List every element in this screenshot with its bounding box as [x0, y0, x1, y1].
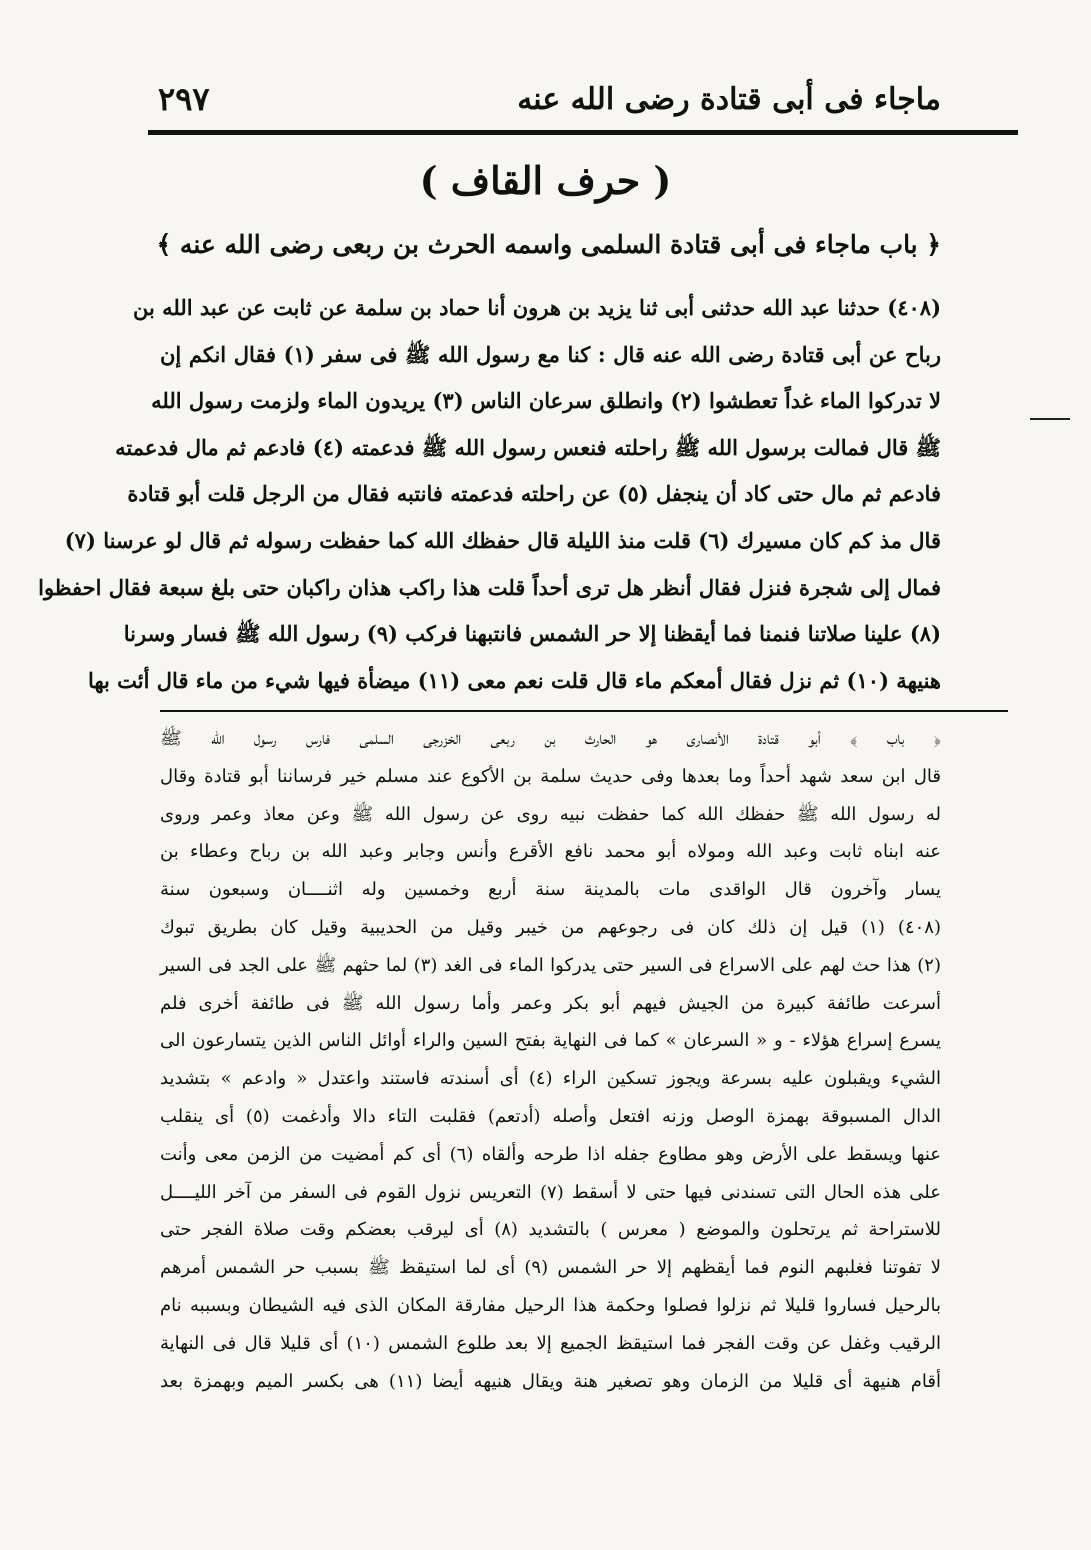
hadith-line: (٨) علينا صلاتنا فنمنا فما أيقظنا إلا حر الشمس فانتبهنا فركب (٩) رسول الله ﷺ فسار وسرنا	[123, 621, 941, 647]
hadith-line: فادعم ثم مال حتى كاد أن ينجفل (٥) عن راحلته فدعمته فانتبه فقال من الرجل قلت أبو قتادة	[127, 481, 941, 507]
footnote-line: بالرحيل فساروا قليلا ثم نزلوا فصلوا وحكمة هذا الرحيل مفارقة المكان الذى فيه الشيطان وبسببه نام	[160, 1294, 941, 1316]
hadith-line: هنيهة (١٠) ثم نزل فقال أمعكم ماء قال قلت نعم معى (١١) ميضأة فيها شيء من ماء قال أئت بها	[87, 667, 941, 693]
footnote-line: أقام هنيهة أى قليلا من الزمان وهو تصغير هنة ويقال هنيهه أيضا (١١) هى بكسر الميم وبهمزة بعد	[160, 1370, 942, 1392]
section-title: ( حرف القاف )	[419, 158, 672, 203]
footnote-line: الشيء ويقبلون عليه بسرعة ويجوز تسكين الراء (٤) أى أسندته فاستند واعتدل « وادعم » بتشديد	[160, 1068, 941, 1090]
footnote-line: يسار وآخرون قال الواقدى مات بالمدينة سنة أربع وخمسين وله اثنــــان وسبعون سنة	[160, 879, 941, 901]
footnote-line: للاستراحة ثم يرتحلون والموضع ( معرس ) بالتشديد (٨) أى ليرقب بعضكم وقت صلاة الفجر حتى	[160, 1219, 941, 1241]
margin-mark	[1030, 418, 1070, 434]
hadith-text	[38, 285, 941, 704]
page-number: ٢٩٧	[158, 80, 210, 118]
footnote-line: الرقيب وغفل عن وقت الفجر فما استيقظ الجميع إلا بعد طلوع الشمس (١٠) أى قليلا قال فى النهاية	[160, 1332, 942, 1354]
footnote-line: على هذه الحال التى تسندنى فيها حتى لا أسقط (٧) التعريس نزول القوم فى السفر من آخر الليــــل	[160, 1181, 941, 1203]
page-header	[150, 78, 941, 126]
hadith-line: ﷺ قال فمالت برسول الله ﷺ راحلته فنعس رسول الله ﷺ فدعمته (٤) فادعم ثم مال فدعمته	[115, 434, 941, 460]
footnote-line: لا تفوتنا فغلبهم النوم فما أيقظهم إلا حر الشمس (٩) أى لما استيقظ ﷺ بسبب حر الشمس أمرهم	[160, 1257, 941, 1279]
footnote-line: عنه ابناه ثابت وعبد الله ومولاه أبو محمد نافع الأقرع وأنس وجابر وعبد الله بن رباح وعطاء بن	[160, 841, 941, 863]
chapter-heading: ﴿ باب ماجاء فى أبى قتادة السلمى واسمه الحرث بن ربعى رضى الله عنه ﴾	[156, 230, 941, 259]
hadith-line: (٤٠٨) حدثنا عبد الله حدثنى أبى ثنا يزيد بن هرون أنا حماد بن سلمة عن ثابت عن عبد الله بن	[133, 295, 941, 320]
running-title: ماجاء فى أبى قتادة رضى الله عنه	[517, 82, 941, 117]
footnote-line: (٤٠٨) (١) قيل إن ذلك كان فى رجوعهم من خيبر وقيل من الحديبية وقيل كان بطريق تبوك	[160, 916, 941, 938]
footnote-line: الدال المسبوقة بهمزة الوصل وزنه افتعل وأصله (أدتعم) فقلبت التاء دالا وأدغمت (٥) أى ينقلب	[160, 1105, 941, 1127]
notes-divider	[160, 710, 1008, 712]
hadith-line: رباح عن أبى قتادة رضى الله عنه قال : كنا مع رسول الله ﷺ فى سفر (١) فقال انكم إن	[160, 341, 941, 367]
footnote-line: له رسول الله ﷺ حفظك الله كما حفظت نبيه روى عن رسول الله ﷺ وعن معاذ وعمر وروى	[160, 803, 941, 825]
footnote-line: يسرع إسراع هؤلاء - و « السرعان » كما فى النهاية بفتح السين والراء أوائل الناس الذين يتسارعون الى	[160, 1030, 941, 1052]
hadith-line: قال مذ كم كان مسيرك (٦) قلت منذ الليلة قال حفظك الله كما حفظت رسوله ثم قال لو عرسنا (٧)	[64, 527, 941, 553]
footnote-line: عنها ويسقط على الأرض وهو مطاوع جفله اذا طرحه وألقاه (٦) أى كم أمضيت من الزمن معى وأنت	[160, 1143, 941, 1165]
hadith-line: لا تدركوا الماء غداً تعطشوا (٢) وانطلق سرعان الناس (٣) يريدون الماء ولزمت رسول الله	[151, 388, 941, 414]
header-rule	[148, 130, 1018, 135]
hadith-line: فمال إلى شجرة فنزل فقال أنظر هل ترى أحداً قلت هذا راكب هذان راكبان حتى بلغ سبعة فقال احفظوا	[38, 574, 941, 600]
footnote-line: أسرعت طائفة كبيرة من الجيش فيهم أبو بكر وعمر وأما رسول الله ﷺ فى طائفة أخرى فلم	[160, 992, 941, 1014]
footnote-line: قال ابن سعد شهد أحداً وما بعدها وفى حديث سلمة بن الأكوع عند مسلم خير فرساننا أبو قتادة وقال	[160, 765, 941, 787]
footnote-line: (٢) هذا حث لهم على الاسراع فى السير حتى يدركوا الماء فى الغد (٣) لما حثهم ﷺ على الجد فى السير	[160, 954, 941, 976]
footnotes	[160, 720, 941, 1400]
footnote-line: ﴿ باب ﴾ أبو قتادة الأنصارى هو الحارث بن ربعى الخزرجى السلمى فارس رسول الله ﷺ	[160, 728, 941, 749]
